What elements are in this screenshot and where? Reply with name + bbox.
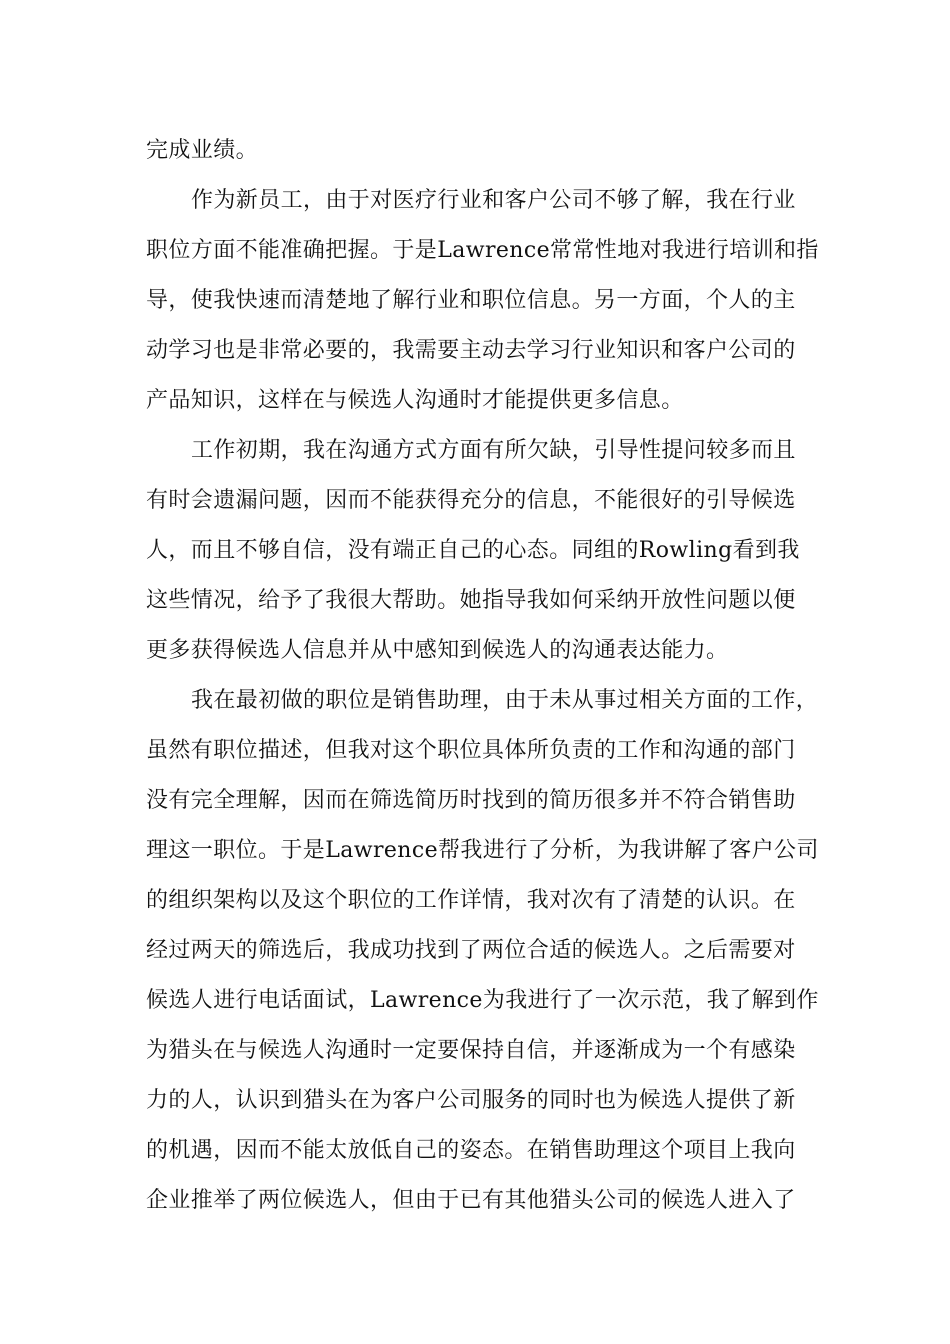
text-line: 力的人，认识到猎头在为客户公司服务的同时也为候选人提供了新: [146, 1088, 796, 1113]
text-line: 理这一职位。于是Lawrence帮我进行了分析，为我讲解了客户公司: [146, 838, 819, 863]
text-line: 产品知识，这样在与候选人沟通时才能提供更多信息。: [146, 388, 684, 413]
text-line: 完成业绩。: [146, 138, 259, 163]
text-line: 的机遇，因而不能太放低自己的姿态。在销售助理这个项目上我向: [146, 1138, 796, 1163]
text-line: 的组织架构以及这个职位的工作详情，我对次有了清楚的认识。在: [146, 888, 796, 913]
text-line: 有时会遗漏问题，因而不能获得充分的信息，不能很好的引导候选: [146, 488, 796, 513]
text-line: 经过两天的筛选后，我成功找到了两位合适的候选人。之后需要对: [146, 938, 796, 963]
text-line: 动学习也是非常必要的，我需要主动去学习行业知识和客户公司的: [146, 338, 796, 363]
text-line: 没有完全理解，因而在筛选简历时找到的简历很多并不符合销售助: [146, 788, 796, 813]
text-line: 为猎头在与候选人沟通时一定要保持自信，并逐渐成为一个有感染: [146, 1038, 796, 1063]
text-line: 这些情况，给予了我很大帮助。她指导我如何采纳开放性问题以便: [146, 588, 796, 613]
text-line: 更多获得候选人信息并从中感知到候选人的沟通表达能力。: [146, 638, 729, 663]
text-line: 企业推举了两位候选人，但由于已有其他猎头公司的候选人进入了: [146, 1188, 796, 1213]
text-line: 导，使我快速而清楚地了解行业和职位信息。另一方面，个人的主: [146, 288, 796, 313]
paragraph-first-line: 工作初期，我在沟通方式方面有所欠缺，引导性提问较多而且: [191, 438, 796, 463]
paragraph-first-line: 我在最初做的职位是销售助理，由于未从事过相关方面的工作，: [191, 688, 819, 713]
paragraph-first-line: 作为新员工，由于对医疗行业和客户公司不够了解，我在行业: [191, 188, 796, 213]
text-line: 候选人进行电话面试，Lawrence为我进行了一次示范，我了解到作: [146, 988, 819, 1013]
text-line: 人，而且不够自信，没有端正自己的心态。同组的Rowling看到我: [146, 538, 800, 563]
text-line: 职位方面不能准确把握。于是Lawrence常常性地对我进行培训和指: [146, 238, 819, 263]
text-line: 虽然有职位描述，但我对这个职位具体所负责的工作和沟通的部门: [146, 738, 796, 763]
